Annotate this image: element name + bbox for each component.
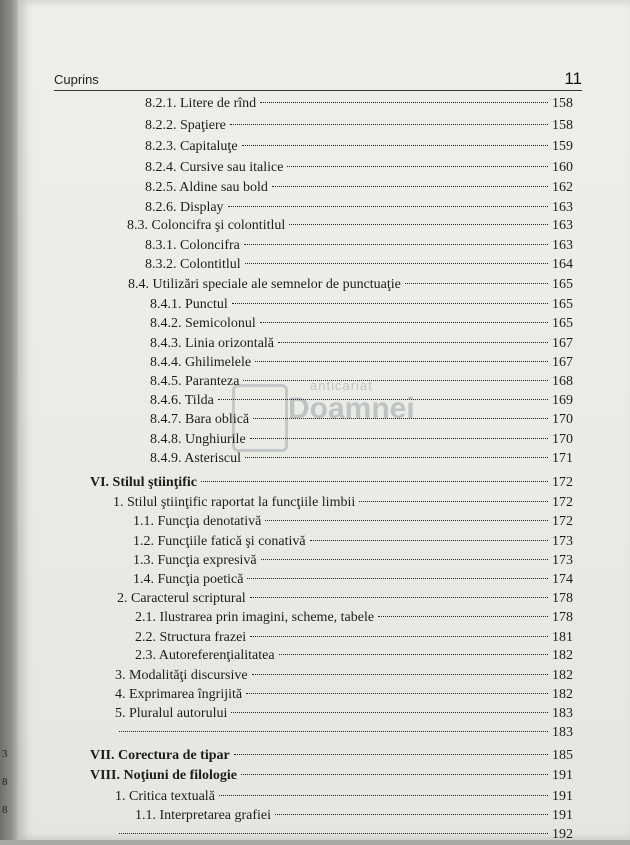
leader-dots [119, 731, 548, 732]
toc-entry-title: 8.4.9. Asteriscul [150, 451, 241, 466]
toc-entry-page: 163 [552, 200, 573, 215]
toc-entry-page: 183 [552, 706, 573, 721]
toc-entry-title: 2.2. Structura frazei [135, 630, 247, 645]
leader-dots [272, 186, 548, 187]
toc-entry-title: 2.3. Autoreferenţialitatea [135, 648, 275, 663]
toc-entry-page: 173 [552, 553, 573, 568]
toc-entry-title: 8.4.1. Punctul [150, 297, 228, 312]
leader-dots [228, 206, 548, 207]
toc-entry-title: 8.4.2. Semicolonul [150, 316, 256, 331]
leader-dots [219, 795, 548, 796]
toc-entry-page: 171 [552, 451, 573, 466]
toc-entry-page: 167 [552, 336, 573, 351]
toc-entry [115, 723, 573, 743]
toc-entry-title: 5. Pluralul autorului [115, 706, 228, 721]
leader-dots [378, 616, 548, 617]
toc-entry-page: 173 [552, 534, 573, 549]
toc-entry [128, 275, 573, 295]
leader-dots [245, 457, 548, 458]
toc-entry-page: 178 [552, 610, 573, 625]
leader-dots [359, 501, 548, 502]
toc-entry [145, 198, 573, 218]
toc-entry-title: 1.2. Funcţiile fatică şi conativă [133, 534, 306, 549]
toc-entry-page: 172 [552, 514, 573, 529]
toc-entry-page: 172 [552, 495, 573, 510]
toc-entry-page: 182 [552, 648, 573, 663]
toc-entry-page: 158 [552, 96, 573, 111]
toc-entry [135, 628, 573, 648]
toc-entry [150, 449, 573, 469]
leader-dots [234, 754, 548, 755]
toc-entry-title: 8.4.5. Paranteza [150, 374, 240, 389]
toc-entry [145, 178, 573, 198]
leader-dots [244, 244, 548, 245]
edge-mark: 8 [2, 776, 8, 788]
leader-dots [241, 774, 548, 775]
toc-entry [135, 608, 573, 628]
toc-entry-page: 165 [552, 297, 573, 312]
toc-entry [115, 825, 573, 845]
toc-entry-title: 8.2.6. Display [145, 200, 224, 215]
leader-dots [245, 263, 548, 264]
toc-entry-page: 181 [552, 630, 573, 645]
toc-entry-title: 3. Modalităţi discursive [115, 668, 248, 683]
toc-entry-page: 163 [552, 238, 573, 253]
toc-entry-title: 8.4.8. Unghiurile [150, 432, 246, 447]
toc-entry-page: 164 [552, 257, 573, 272]
toc-entry-page: 167 [552, 355, 573, 370]
toc-entry-page: 185 [552, 748, 573, 763]
toc-entry-title: VII. Corectura de tipar [90, 748, 230, 763]
running-header-title: Cuprins [54, 72, 99, 87]
toc-entry [135, 646, 573, 666]
toc-entry-title: 8.4.7. Bara oblică [150, 412, 250, 427]
toc-entry-title: 1. Critica textuală [115, 789, 215, 804]
toc-entry-title: 1.1. Interpretarea grafiei [135, 808, 272, 823]
leader-dots [252, 674, 548, 675]
edge-mark: 3 [2, 748, 8, 760]
toc-entry [115, 787, 573, 807]
toc-entry-page: 160 [552, 160, 573, 175]
toc-entry-page: 192 [552, 827, 573, 842]
toc-entry [117, 589, 573, 609]
edge-mark: 8 [2, 804, 8, 816]
toc-entry [145, 255, 573, 275]
toc-entry [145, 137, 573, 157]
toc-entry [150, 410, 573, 430]
toc-entry-title: 2.1. Ilustrarea prin imagini, scheme, tabele [135, 610, 375, 625]
toc-entry-page: 182 [552, 668, 573, 683]
toc-entry-page: 172 [552, 475, 573, 490]
toc-entry-page: 158 [552, 118, 573, 133]
toc-entry-page: 191 [552, 789, 573, 804]
toc-entry-page: 159 [552, 139, 573, 154]
toc-entry-title: 8.4.6. Tilda [150, 393, 214, 408]
toc-entry-page: 182 [552, 687, 573, 702]
leader-dots [232, 303, 548, 304]
leader-dots [253, 418, 548, 419]
toc-entry [115, 685, 573, 705]
toc-entry-title: 8.2.3. Capitaluţe [145, 139, 238, 154]
page-number: 11 [564, 69, 582, 88]
toc-entry [133, 512, 573, 532]
leader-dots [242, 145, 548, 146]
leader-dots [201, 481, 548, 482]
leader-dots [250, 636, 548, 637]
leader-dots [265, 520, 548, 521]
edge-marks [2, 740, 14, 830]
leader-dots [275, 814, 548, 815]
leader-dots [405, 283, 548, 284]
toc-entry [133, 551, 573, 571]
leader-dots [260, 102, 548, 103]
toc-entry-title: 8.2.1. Litere de rînd [145, 96, 257, 111]
toc-entry-page: 165 [552, 316, 573, 331]
toc-entry-title: 8.3.2. Colontitlul [145, 257, 241, 272]
toc-entry-title: 8.4.4. Ghilimelele [150, 355, 252, 370]
leader-dots [230, 124, 548, 125]
toc-entry-title: 8.3.1. Coloncifra [145, 238, 240, 253]
leader-dots [278, 342, 548, 343]
leader-dots [255, 361, 548, 362]
leader-dots [250, 597, 548, 598]
toc-entry-title: 8.2.2. Spaţiere [145, 118, 226, 133]
toc-entry-page: 169 [552, 393, 573, 408]
leader-dots [287, 166, 548, 167]
toc-entry-title: VI. Stilul ştiinţific [90, 475, 197, 490]
watermark-main-text: Doamnei [288, 392, 415, 425]
toc-entry [113, 493, 573, 513]
toc-entry-page: 170 [552, 412, 573, 427]
leader-dots [246, 693, 548, 694]
toc-entry [150, 314, 573, 334]
toc-entry-title: 1.3. Funcţia expresivă [133, 553, 257, 568]
toc-entry-page: 168 [552, 374, 573, 389]
toc-entry [150, 353, 573, 373]
toc-entry-page: 183 [552, 725, 573, 740]
toc-entry-page: 162 [552, 180, 573, 195]
toc-entry-page: 170 [552, 432, 573, 447]
toc-entry [127, 216, 573, 236]
toc-entry-page: 165 [552, 277, 573, 292]
toc-entry-title: 1.4. Funcţia poetică [133, 572, 244, 587]
toc-entry [150, 391, 573, 411]
toc-entry-page: 191 [552, 808, 573, 823]
toc-entry [115, 666, 573, 686]
toc-entry [150, 372, 573, 392]
toc-entry [145, 116, 573, 136]
toc-entry-page: 191 [552, 768, 573, 783]
leader-dots [250, 438, 548, 439]
toc-entry [145, 94, 573, 114]
watermark-small-text: anticariat [310, 378, 373, 393]
toc-entry [150, 295, 573, 315]
toc-entry-page: 178 [552, 591, 573, 606]
leader-dots [261, 559, 548, 560]
toc-entry [133, 532, 573, 552]
toc-entry-title: 2. Caracterul scriptural [117, 591, 246, 606]
leader-dots [289, 224, 548, 225]
toc-entry-page: 174 [552, 572, 573, 587]
leader-dots [243, 380, 548, 381]
toc-entry-title: 8.4. Utilizări speciale ale semnelor de punctuaţie [128, 277, 401, 292]
toc-entry-title: 1. Stilul ştiinţific raportat la funcţiile limbii [113, 495, 356, 510]
toc-entry [145, 236, 573, 256]
toc-entry [150, 430, 573, 450]
toc-entry-title: 8.2.5. Aldine sau bold [145, 180, 268, 195]
toc-entry [145, 158, 573, 178]
toc-entry-title: 8.2.4. Cursive sau italice [145, 160, 284, 175]
toc-entry-page: 163 [552, 218, 573, 233]
leader-dots [231, 712, 548, 713]
toc-entry [90, 473, 573, 493]
toc-entry-title: 8.4.3. Linia orizontală [150, 336, 275, 351]
leader-dots [247, 578, 548, 579]
leader-dots [218, 399, 548, 400]
toc-entry [150, 334, 573, 354]
toc-entry-title: VIII. Noţiuni de filologie [90, 768, 238, 783]
toc-entry-title: 8.3. Coloncifra şi colontitlul [127, 218, 286, 233]
toc-entry-title: 4. Exprimarea îngrijită [115, 687, 243, 702]
leader-dots [119, 833, 548, 834]
toc-entry-title: 1.1. Funcţia denotativă [133, 514, 262, 529]
toc-entry [90, 766, 573, 786]
leader-dots [279, 654, 548, 655]
toc-entry [135, 806, 573, 826]
leader-dots [260, 322, 548, 323]
toc-entry [115, 704, 573, 724]
toc-entry [133, 570, 573, 590]
leader-dots [310, 540, 548, 541]
toc-entry [90, 746, 573, 766]
